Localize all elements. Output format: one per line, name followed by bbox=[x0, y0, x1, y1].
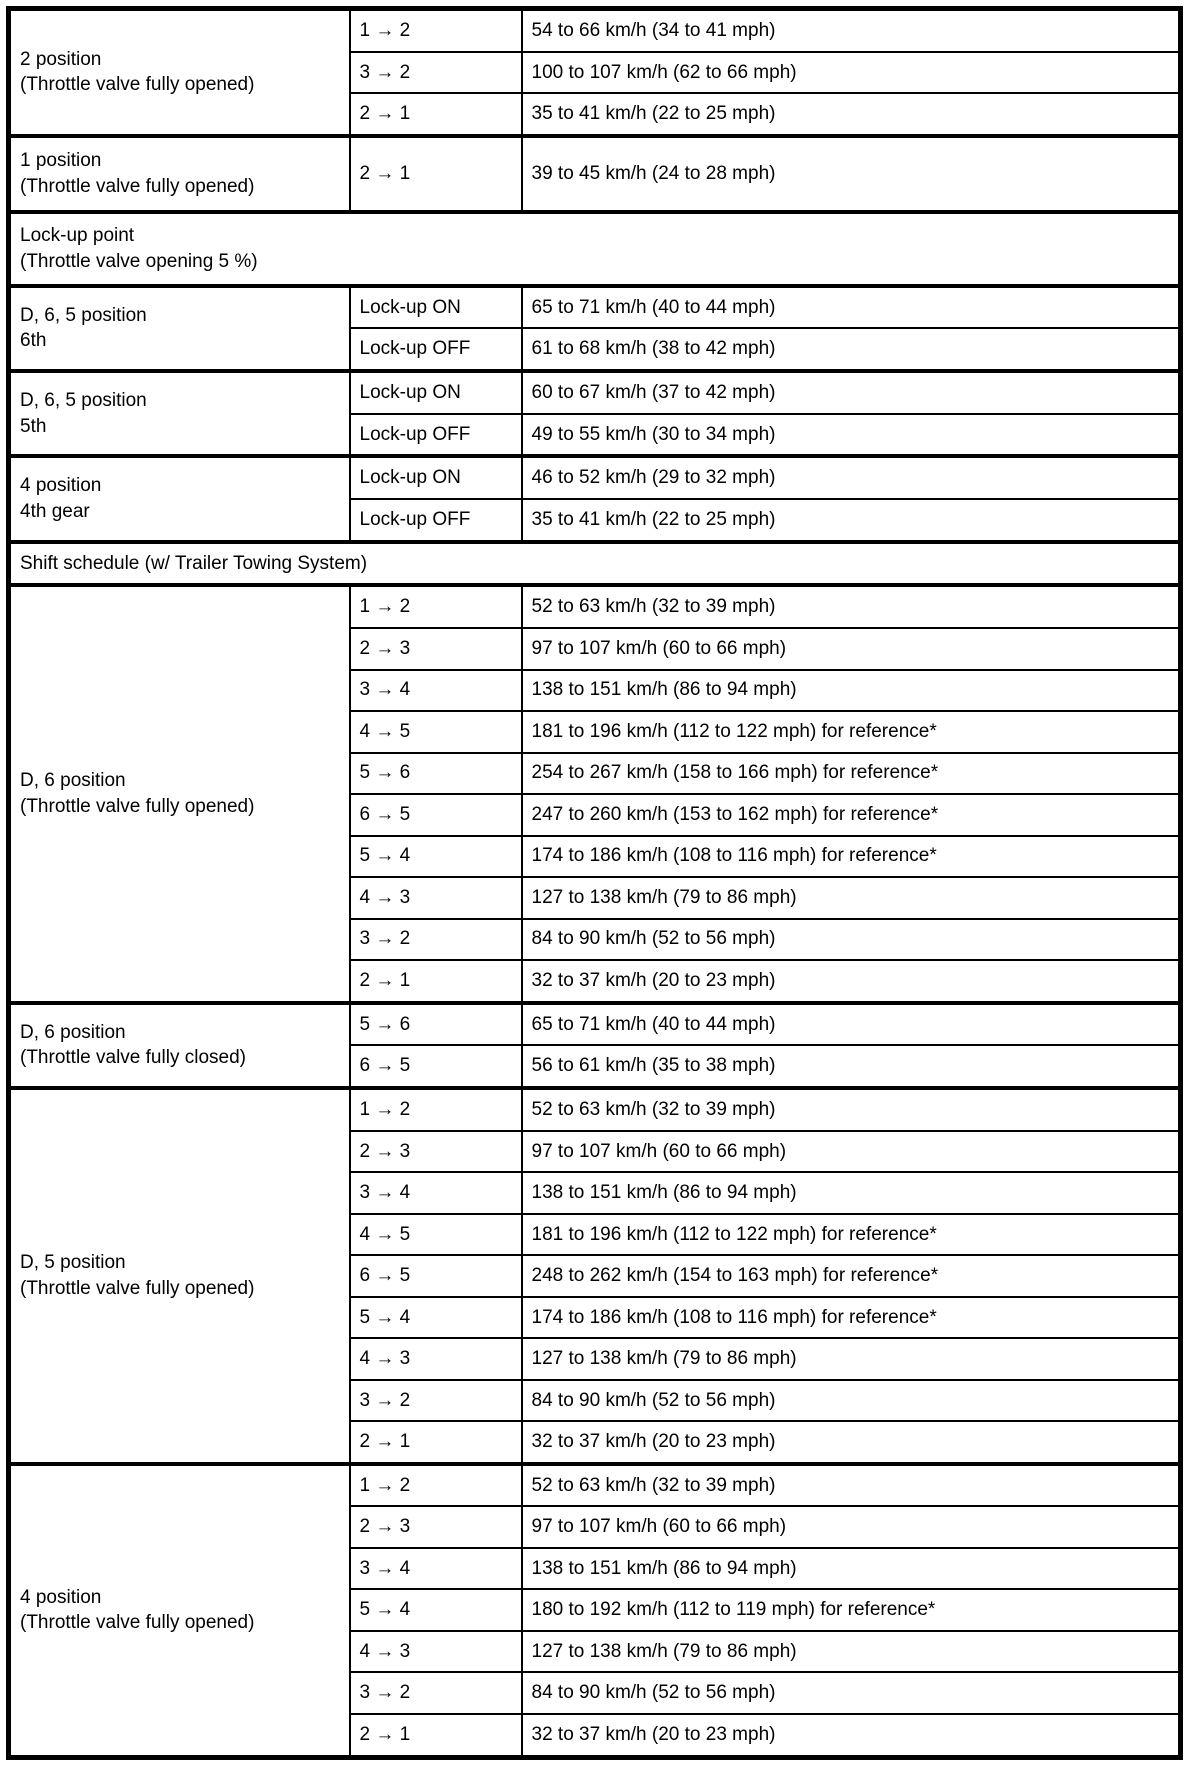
shift-cell: 2 → 1 bbox=[350, 93, 522, 136]
speed-cell: 49 to 55 km/h (30 to 34 mph) bbox=[522, 414, 1181, 457]
shift-cell: 3 → 2 bbox=[350, 1672, 522, 1714]
speed-cell: 138 to 151 km/h (86 to 94 mph) bbox=[522, 670, 1181, 712]
position-line: 1 position bbox=[20, 150, 102, 172]
table-row bbox=[9, 1464, 1181, 1507]
section-header-cell bbox=[9, 542, 1181, 586]
shift-cell: 5 → 4 bbox=[350, 836, 522, 878]
speed-cell: 174 to 186 km/h (108 to 116 mph) for reference* bbox=[522, 836, 1181, 878]
position-line: D, 6, 5 position bbox=[20, 389, 147, 411]
speed-cell: 52 to 63 km/h (32 to 39 mph) bbox=[522, 1464, 1181, 1507]
speed-cell: 138 to 151 km/h (86 to 94 mph) bbox=[522, 1172, 1181, 1214]
speed-cell: 100 to 107 km/h (62 to 66 mph) bbox=[522, 52, 1181, 94]
shift-cell: 5 → 6 bbox=[350, 753, 522, 795]
shift-cell: 3 → 2 bbox=[350, 919, 522, 961]
shift-cell: 6 → 5 bbox=[350, 794, 522, 836]
speed-cell: 46 to 52 km/h (29 to 32 mph) bbox=[522, 456, 1181, 499]
table-row bbox=[9, 9, 1181, 52]
table-row bbox=[9, 1088, 1181, 1131]
shift-cell: 4 → 3 bbox=[350, 877, 522, 919]
speed-cell: 97 to 107 km/h (60 to 66 mph) bbox=[522, 1131, 1181, 1173]
shift-cell: 1 → 2 bbox=[350, 9, 522, 52]
shift-cell: 4 → 5 bbox=[350, 711, 522, 753]
section-header-row bbox=[9, 542, 1181, 586]
position-line: 4th gear bbox=[20, 500, 90, 522]
speed-cell: 39 to 45 km/h (24 to 28 mph) bbox=[522, 136, 1181, 212]
table-row bbox=[9, 371, 1181, 414]
table-row bbox=[9, 456, 1181, 499]
position-line: (Throttle valve fully opened) bbox=[20, 1277, 255, 1299]
position-line: 4 position bbox=[20, 475, 102, 497]
shift-cell: 2 → 1 bbox=[350, 1421, 522, 1464]
shift-cell: 1 → 2 bbox=[350, 1088, 522, 1131]
speed-cell: 181 to 196 km/h (112 to 122 mph) for reference* bbox=[522, 1214, 1181, 1256]
position-line: (Throttle valve fully opened) bbox=[20, 1612, 255, 1634]
speed-cell: 35 to 41 km/h (22 to 25 mph) bbox=[522, 93, 1181, 136]
speed-cell: 97 to 107 km/h (60 to 66 mph) bbox=[522, 1506, 1181, 1548]
speed-cell: 54 to 66 km/h (34 to 41 mph) bbox=[522, 9, 1181, 52]
position-line: 2 position bbox=[20, 48, 102, 70]
position-cell bbox=[9, 9, 350, 136]
position-cell bbox=[9, 1088, 350, 1464]
section-header-line: Shift schedule (w/ Trailer Towing System) bbox=[20, 552, 368, 574]
position-line: D, 5 position bbox=[20, 1252, 126, 1274]
table-row bbox=[9, 136, 1181, 212]
speed-cell: 32 to 37 km/h (20 to 23 mph) bbox=[522, 960, 1181, 1003]
position-cell bbox=[9, 371, 350, 456]
shift-cell: 2 → 1 bbox=[350, 960, 522, 1003]
speed-cell: 127 to 138 km/h (79 to 86 mph) bbox=[522, 1338, 1181, 1380]
shift-cell: 4 → 3 bbox=[350, 1631, 522, 1673]
position-line: 6th bbox=[20, 330, 47, 352]
position-line: D, 6, 5 position bbox=[20, 304, 147, 326]
position-cell bbox=[9, 1464, 350, 1758]
section-header-line: Lock-up point bbox=[20, 225, 135, 247]
section-header-line: (Throttle valve opening 5 %) bbox=[20, 250, 258, 272]
speed-cell: 32 to 37 km/h (20 to 23 mph) bbox=[522, 1714, 1181, 1758]
shift-cell: 1 → 2 bbox=[350, 585, 522, 628]
shift-cell: Lock-up OFF bbox=[350, 414, 522, 457]
speed-cell: 174 to 186 km/h (108 to 116 mph) for reference* bbox=[522, 1297, 1181, 1339]
speed-cell: 248 to 262 km/h (154 to 163 mph) for reference* bbox=[522, 1255, 1181, 1297]
shift-cell: Lock-up ON bbox=[350, 456, 522, 499]
shift-cell: 5 → 4 bbox=[350, 1297, 522, 1339]
position-line: D, 6 position bbox=[20, 770, 126, 792]
shift-cell: 3 → 4 bbox=[350, 670, 522, 712]
section-header-cell bbox=[9, 212, 1181, 286]
shift-cell: 2 → 1 bbox=[350, 136, 522, 212]
shift-cell: 6 → 5 bbox=[350, 1045, 522, 1088]
speed-cell: 65 to 71 km/h (40 to 44 mph) bbox=[522, 1003, 1181, 1046]
shift-cell: Lock-up OFF bbox=[350, 328, 522, 371]
position-line: (Throttle valve fully opened) bbox=[20, 175, 255, 197]
position-line: 4 position bbox=[20, 1586, 102, 1608]
shift-cell: 5 → 4 bbox=[350, 1589, 522, 1631]
table-row bbox=[9, 286, 1181, 329]
shift-cell: 5 → 6 bbox=[350, 1003, 522, 1046]
position-line: (Throttle valve fully closed) bbox=[20, 1047, 246, 1069]
speed-cell: 84 to 90 km/h (52 to 56 mph) bbox=[522, 1380, 1181, 1422]
speed-cell: 60 to 67 km/h (37 to 42 mph) bbox=[522, 371, 1181, 414]
shift-cell: 6 → 5 bbox=[350, 1255, 522, 1297]
table-row bbox=[9, 1003, 1181, 1046]
shift-cell: 4 → 5 bbox=[350, 1214, 522, 1256]
position-line: 5th bbox=[20, 415, 47, 437]
speed-cell: 52 to 63 km/h (32 to 39 mph) bbox=[522, 1088, 1181, 1131]
shift-cell: Lock-up OFF bbox=[350, 499, 522, 542]
speed-cell: 180 to 192 km/h (112 to 119 mph) for reference* bbox=[522, 1589, 1181, 1631]
shift-cell: 2 → 1 bbox=[350, 1714, 522, 1758]
speed-cell: 181 to 196 km/h (112 to 122 mph) for reference* bbox=[522, 711, 1181, 753]
speed-cell: 97 to 107 km/h (60 to 66 mph) bbox=[522, 628, 1181, 670]
shift-cell: Lock-up ON bbox=[350, 286, 522, 329]
shift-cell: 3 → 4 bbox=[350, 1548, 522, 1590]
shift-cell: 3 → 2 bbox=[350, 52, 522, 94]
shift-cell: 1 → 2 bbox=[350, 1464, 522, 1507]
speed-cell: 138 to 151 km/h (86 to 94 mph) bbox=[522, 1548, 1181, 1590]
speed-cell: 35 to 41 km/h (22 to 25 mph) bbox=[522, 499, 1181, 542]
shift-cell: 2 → 3 bbox=[350, 1131, 522, 1173]
speed-cell: 61 to 68 km/h (38 to 42 mph) bbox=[522, 328, 1181, 371]
section-header-row bbox=[9, 212, 1181, 286]
shift-table-body bbox=[9, 9, 1181, 1758]
shift-cell: 4 → 3 bbox=[350, 1338, 522, 1380]
table-row bbox=[9, 585, 1181, 628]
position-line: (Throttle valve fully opened) bbox=[20, 796, 255, 818]
shift-schedule-table bbox=[6, 6, 1183, 1760]
speed-cell: 84 to 90 km/h (52 to 56 mph) bbox=[522, 1672, 1181, 1714]
position-cell bbox=[9, 456, 350, 541]
speed-cell: 52 to 63 km/h (32 to 39 mph) bbox=[522, 585, 1181, 628]
speed-cell: 127 to 138 km/h (79 to 86 mph) bbox=[522, 877, 1181, 919]
shift-cell: Lock-up ON bbox=[350, 371, 522, 414]
shift-cell: 3 → 2 bbox=[350, 1380, 522, 1422]
position-line: (Throttle valve fully opened) bbox=[20, 74, 255, 96]
position-cell bbox=[9, 1003, 350, 1088]
speed-cell: 247 to 260 km/h (153 to 162 mph) for reference* bbox=[522, 794, 1181, 836]
speed-cell: 32 to 37 km/h (20 to 23 mph) bbox=[522, 1421, 1181, 1464]
speed-cell: 56 to 61 km/h (35 to 38 mph) bbox=[522, 1045, 1181, 1088]
speed-cell: 254 to 267 km/h (158 to 166 mph) for reference* bbox=[522, 753, 1181, 795]
shift-cell: 2 → 3 bbox=[350, 628, 522, 670]
speed-cell: 65 to 71 km/h (40 to 44 mph) bbox=[522, 286, 1181, 329]
position-cell bbox=[9, 286, 350, 371]
speed-cell: 127 to 138 km/h (79 to 86 mph) bbox=[522, 1631, 1181, 1673]
shift-cell: 3 → 4 bbox=[350, 1172, 522, 1214]
position-cell bbox=[9, 136, 350, 212]
shift-cell: 2 → 3 bbox=[350, 1506, 522, 1548]
speed-cell: 84 to 90 km/h (52 to 56 mph) bbox=[522, 919, 1181, 961]
position-cell bbox=[9, 585, 350, 1002]
position-line: D, 6 position bbox=[20, 1021, 126, 1043]
